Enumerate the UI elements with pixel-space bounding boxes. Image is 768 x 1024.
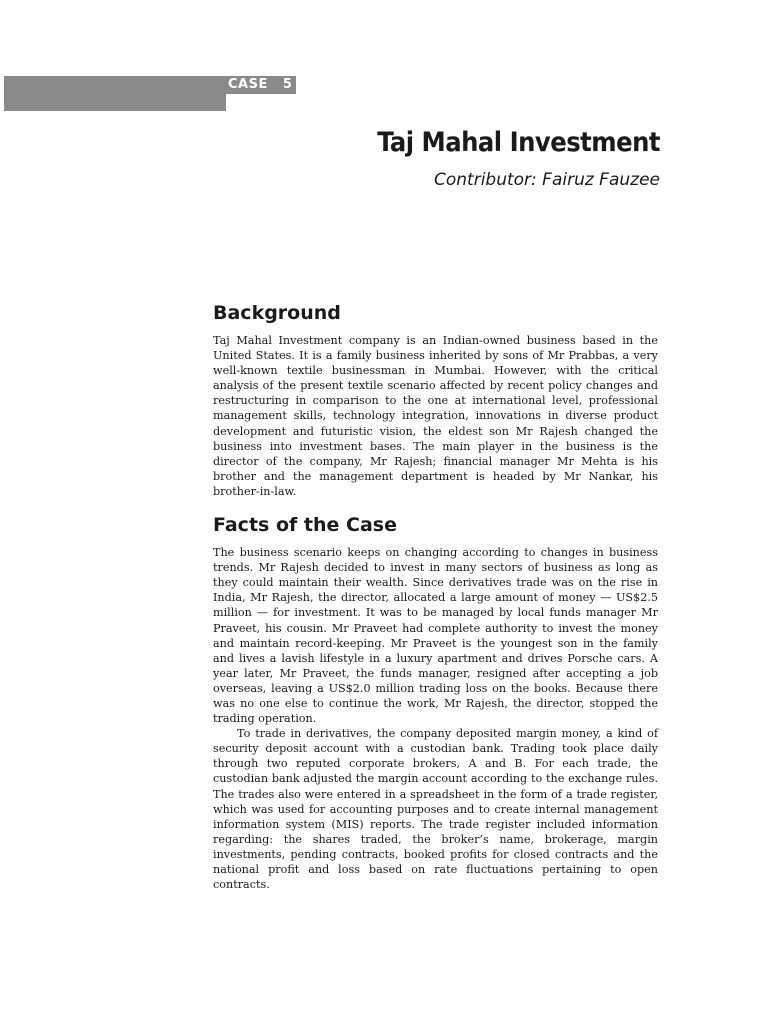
background-heading: Background [213, 302, 341, 324]
facts-section [213, 514, 658, 892]
background-paragraph: Taj Mahal Investment company is an Indian-owned business based in the United States. It is a family business inherited by sons of Mr Prabbas, a very well-known textile businessman in Mumbai. However, with the critical analysis of the present textile scenario affected by recent policy changes and restructuring in comparison to the one at international level, professional management skills, technology integration, innovations in diverse product development and futuristic vision, the eldest son Mr Rajesh changed the business into investment bases. The main player in the business is the director of the company, Mr Rajesh; financial manager Mr Mehta is his brother and the management department is headed by Mr Nankar, his brother-in-law. [213, 334, 658, 498]
background-section [213, 302, 658, 499]
facts-heading: Facts of the Case [213, 514, 397, 537]
contributor-line: Contributor: Fairuz Fauzee [434, 170, 660, 190]
page-title: Taj Mahal Investment [377, 127, 660, 158]
document-body [213, 302, 658, 892]
case-banner-bar [4, 76, 226, 111]
facts-paragraph-1: The business scenario keeps on changing according to changes in business trends. Mr Rajesh decided to invest in many sectors of business as long as they could maintain their wealth. Since derivatives trade was on the rise in India, Mr Rajesh, the director, allocated a large amount of money — US$2.5 million — for investment. It was to be managed by local funds manager Mr Praveet, his cousin. Mr Praveet had complete authority to invest the money and maintain record-keeping. Mr Praveet is the youngest son in the family and lives a lavish lifestyle in a luxury apartment and drives Porsche cars. A year later, Mr Praveet, the funds manager, resigned after accepting a job overseas, leaving a US$2.0 million trading loss on the books. Because there was no one else to continue the work, Mr Rajesh, the director, stopped the trading operation. [213, 546, 658, 726]
case-number-label: CASE 5 [228, 77, 293, 92]
facts-paragraph-2: To trade in derivatives, the company deposited margin money, a kind of security deposit account with a custodian bank. Trading took place daily through two reputed corporate brokers, A and B. For each trade, the custodian bank adjusted the margin account according to the exchange rules. The trades also were entered in a spreadsheet in the form of a trade register, which was used for accounting purposes and to create internal management information system (MIS) reports. The trade register included information regarding: the shares traded, the broker’s name, brokerage, margin investments, pending contracts, booked profits for closed contracts and the national profit and loss based on rate fluctuations pertaining to open contracts. [213, 727, 658, 892]
